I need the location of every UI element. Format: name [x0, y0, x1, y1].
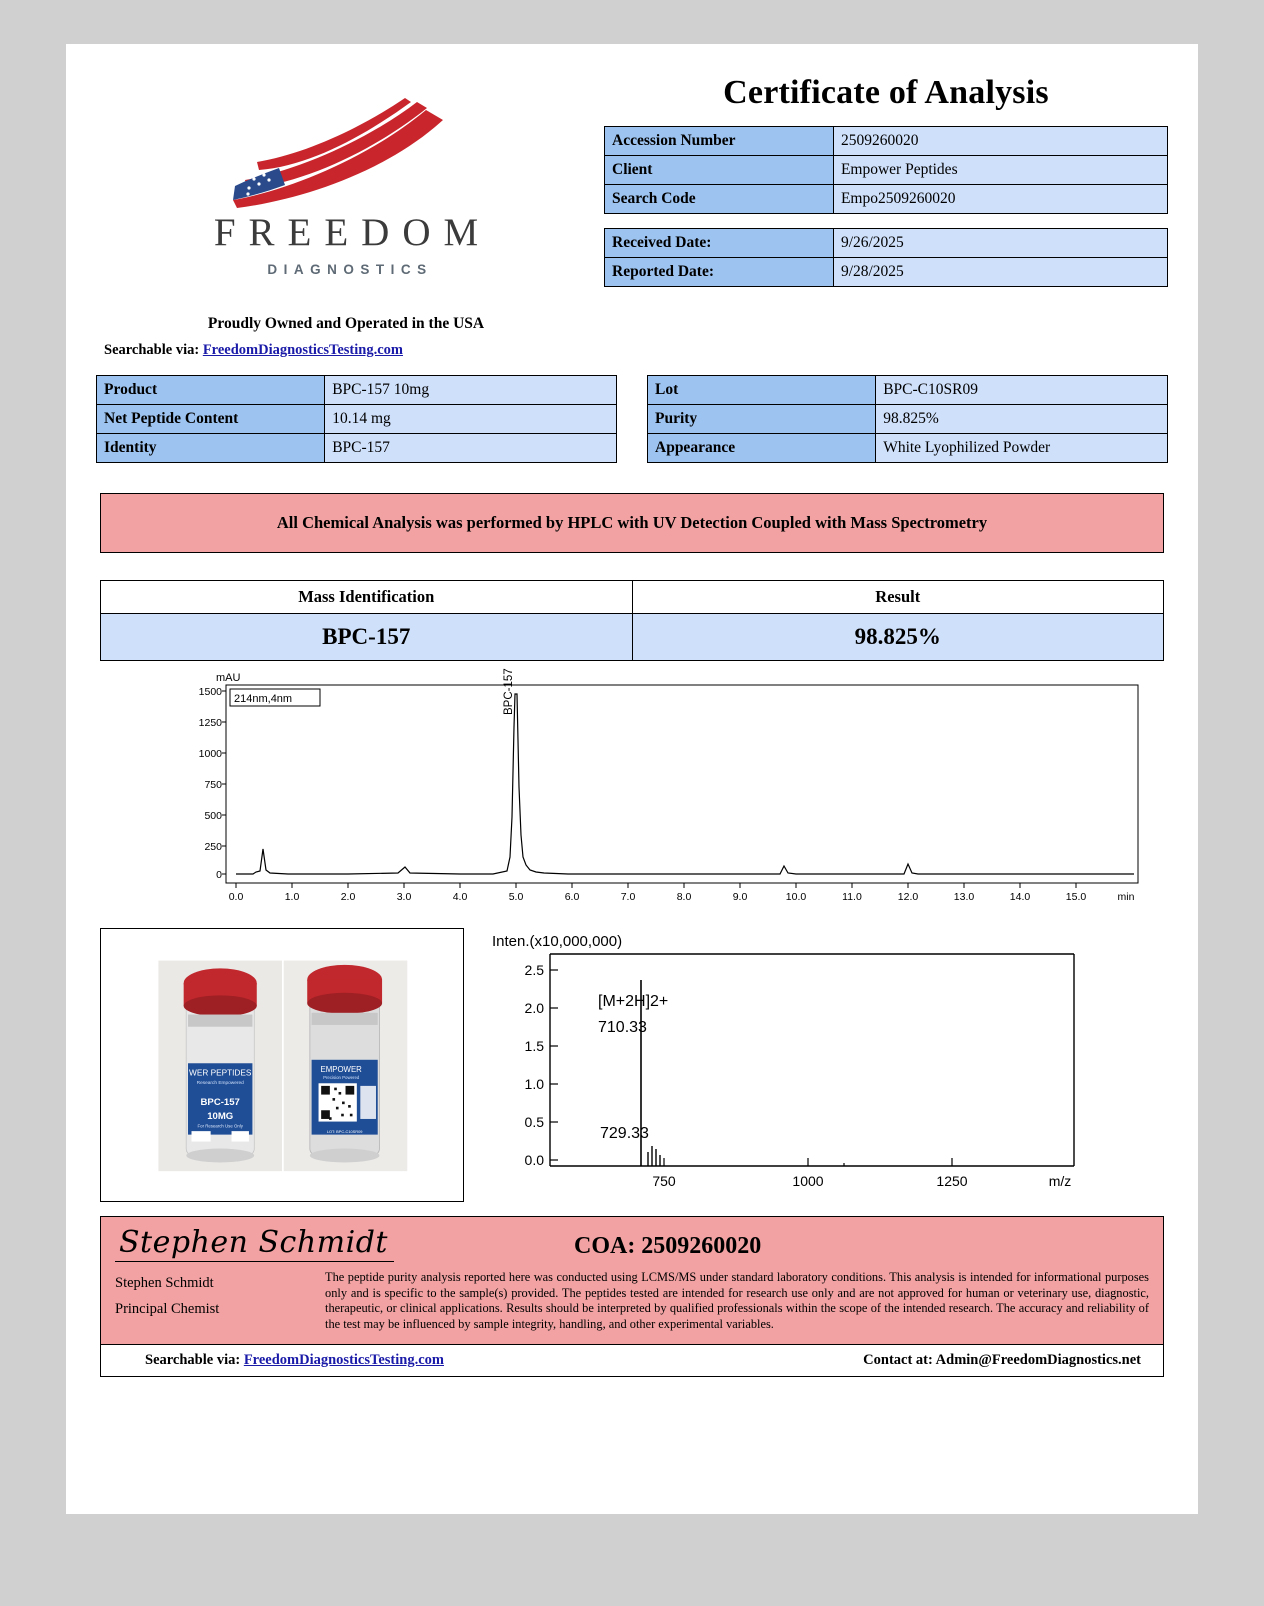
svg-text:2.5: 2.5 — [524, 962, 544, 978]
svg-text:750: 750 — [652, 1173, 676, 1189]
svg-text:8.0: 8.0 — [676, 891, 692, 903]
table-row — [97, 434, 617, 463]
svg-text:12.0: 12.0 — [897, 891, 919, 903]
footer-searchable — [145, 1352, 444, 1369]
client-value: Empower Peptides — [833, 156, 1167, 185]
searchable-label: Searchable via: — [104, 342, 200, 358]
svg-text:1.0: 1.0 — [284, 891, 300, 903]
reported-date-label: Reported Date: — [605, 258, 834, 287]
result-header: Result — [632, 581, 1164, 614]
svg-text:0: 0 — [216, 869, 222, 881]
net-peptide-content-label: Net Peptide Content — [97, 405, 325, 434]
identity-value: BPC-157 — [325, 434, 617, 463]
table-row — [605, 156, 1168, 185]
lot-value: BPC-C10SR09 — [876, 376, 1168, 405]
footer-searchable-label: Searchable via: — [145, 1352, 241, 1368]
svg-text:1500: 1500 — [198, 686, 222, 698]
product-table — [96, 375, 617, 463]
table-row — [605, 229, 1168, 258]
flag-swoosh-icon — [221, 96, 471, 216]
net-peptide-content-value: 10.14 mg — [325, 405, 617, 434]
product-label: Product — [97, 376, 325, 405]
svg-text:Precision Powered: Precision Powered — [323, 1074, 360, 1080]
svg-text:min: min — [1117, 891, 1135, 903]
signature-line — [115, 1225, 1149, 1262]
svg-text:13.0: 13.0 — [953, 891, 975, 903]
svg-text:Inten.(x10,000,000): Inten.(x10,000,000) — [492, 933, 623, 950]
svg-text:LOT: BPC-C10SR09: LOT: BPC-C10SR09 — [326, 1128, 363, 1134]
svg-text:2.0: 2.0 — [524, 1000, 544, 1016]
accession-number-label: Accession Number — [605, 127, 834, 156]
svg-text:1250: 1250 — [936, 1173, 968, 1189]
lot-panel — [647, 375, 1168, 463]
table-row — [97, 405, 617, 434]
footer-searchable-link[interactable]: FreedomDiagnosticsTesting.com — [243, 1352, 444, 1368]
table-row — [605, 127, 1168, 156]
signature: Stephen Schmidt — [115, 1225, 394, 1262]
client-label: Client — [605, 156, 834, 185]
svg-text:BPC-157: BPC-157 — [200, 1097, 240, 1109]
svg-text:0.0: 0.0 — [228, 891, 244, 903]
svg-text:9.0: 9.0 — [732, 891, 748, 903]
svg-text:500: 500 — [204, 810, 222, 822]
brand-tagline: Proudly Owned and Operated in the USA — [207, 315, 485, 332]
svg-text:250: 250 — [204, 841, 222, 853]
disclaimer-text: The peptide purity analysis reported here was conducted using LCMS/MS under standard laboratory conditions. This analysis is intended for informational purposes only and is specific to the sample(s) provided. The peptides tested are intended for research use only and are not approved for human or veterinary use, diagnostic, therapeutic, or clinical applications. Results should be interpreted by qualified professionals within the scope of the intended research. The accuracy and reliability of the test may be influenced by sample integrity, handling, and other experimental variables. — [325, 1270, 1149, 1331]
table-row — [101, 614, 1164, 661]
svg-text:14.0: 14.0 — [1009, 891, 1031, 903]
identity-label: Identity — [97, 434, 325, 463]
chromatogram-chart — [96, 667, 1168, 920]
accession-table — [604, 126, 1168, 214]
product-panel — [96, 375, 617, 463]
mass-identification-table — [100, 580, 1164, 661]
coa-document — [66, 44, 1198, 1514]
mass-spectrum-chart — [478, 928, 1164, 1200]
brand-subtitle: DIAGNOSTICS — [267, 262, 433, 277]
brand-name: FREEDOM — [213, 211, 492, 254]
svg-text:0.5: 0.5 — [524, 1114, 544, 1130]
table-header-row — [101, 581, 1164, 614]
table-row — [648, 376, 1168, 405]
svg-text:1000: 1000 — [198, 748, 222, 760]
svg-text:1.5: 1.5 — [524, 1038, 544, 1054]
header-right — [596, 66, 1168, 287]
table-row — [648, 405, 1168, 434]
mass-identification-header: Mass Identification — [101, 581, 633, 614]
searchable-line-top — [96, 342, 596, 359]
footer-links — [100, 1345, 1164, 1377]
svg-text:WER PEPTIDES: WER PEPTIDES — [189, 1068, 252, 1078]
svg-text:6.0: 6.0 — [564, 891, 580, 903]
svg-text:7.0: 7.0 — [620, 891, 636, 903]
svg-text:0.0: 0.0 — [524, 1152, 544, 1168]
svg-text:10MG: 10MG — [207, 1110, 234, 1122]
vial-photo — [100, 928, 464, 1202]
footer-contact: Contact at: Admin@FreedomDiagnostics.net — [863, 1352, 1141, 1368]
svg-text:5.0: 5.0 — [508, 891, 524, 903]
signer-title: Principal Chemist — [115, 1301, 220, 1317]
signer-name: Stephen Schmidt — [115, 1275, 214, 1291]
result-value: 98.825% — [632, 614, 1164, 661]
svg-text:10.0: 10.0 — [785, 891, 807, 903]
coa-number: COA: 2509260020 — [573, 1233, 762, 1259]
dates-table — [604, 228, 1168, 287]
svg-text:729.33: 729.33 — [600, 1125, 649, 1142]
product-lot-row — [96, 375, 1168, 463]
chromatogram-peak-label: BPC-157 — [503, 668, 515, 715]
reported-date-value: 9/28/2025 — [833, 258, 1167, 287]
svg-text:m/z: m/z — [1048, 1173, 1072, 1189]
svg-text:2.0: 2.0 — [340, 891, 356, 903]
svg-text:11.0: 11.0 — [842, 891, 862, 903]
search-code-label: Search Code — [605, 185, 834, 214]
footer-panel — [100, 1216, 1164, 1345]
svg-text:1.0: 1.0 — [524, 1076, 544, 1092]
appearance-label: Appearance — [648, 434, 876, 463]
table-row — [97, 376, 617, 405]
signer-block — [115, 1270, 325, 1332]
lot-table — [647, 375, 1168, 463]
svg-text:EMPOWER: EMPOWER — [320, 1064, 362, 1074]
svg-text:750: 750 — [204, 779, 222, 791]
appearance-value: White Lyophilized Powder — [876, 434, 1168, 463]
svg-text:Research Empowered: Research Empowered — [196, 1081, 244, 1087]
svg-text:3.0: 3.0 — [396, 891, 412, 903]
received-date-value: 9/26/2025 — [833, 229, 1167, 258]
svg-text:For Research Use Only: For Research Use Only — [197, 1123, 243, 1129]
received-date-label: Received Date: — [605, 229, 834, 258]
document-header — [96, 66, 1168, 359]
brand-panel — [96, 66, 596, 359]
svg-text:4.0: 4.0 — [452, 891, 468, 903]
svg-text:214nm,4nm: 214nm,4nm — [234, 693, 293, 705]
purity-value: 98.825% — [876, 405, 1168, 434]
lot-label: Lot — [648, 376, 876, 405]
table-row — [648, 434, 1168, 463]
accession-number-value: 2509260020 — [833, 127, 1167, 156]
svg-text:710.33: 710.33 — [598, 1019, 647, 1036]
product-value: BPC-157 10mg — [325, 376, 617, 405]
svg-text:1250: 1250 — [198, 717, 222, 729]
search-code-value: Empo2509260020 — [833, 185, 1167, 214]
purity-label: Purity — [648, 405, 876, 434]
svg-text:1000: 1000 — [792, 1173, 824, 1189]
method-banner: All Chemical Analysis was performed by HPLC with UV Detection Coupled with Mass Spectrometry — [100, 493, 1164, 553]
svg-text:mAU: mAU — [216, 672, 241, 684]
table-row — [605, 258, 1168, 287]
searchable-link-top[interactable]: FreedomDiagnosticsTesting.com — [202, 342, 403, 358]
logo-block — [96, 66, 596, 277]
table-row — [605, 185, 1168, 214]
svg-text:15.0: 15.0 — [1065, 891, 1087, 903]
vial-and-ms-row — [100, 928, 1164, 1202]
mass-identification-value: BPC-157 — [101, 614, 633, 661]
svg-text:[M+2H]2+: [M+2H]2+ — [598, 993, 669, 1010]
footer-body — [115, 1270, 1149, 1332]
page-title: Certificate of Analysis — [723, 74, 1049, 111]
